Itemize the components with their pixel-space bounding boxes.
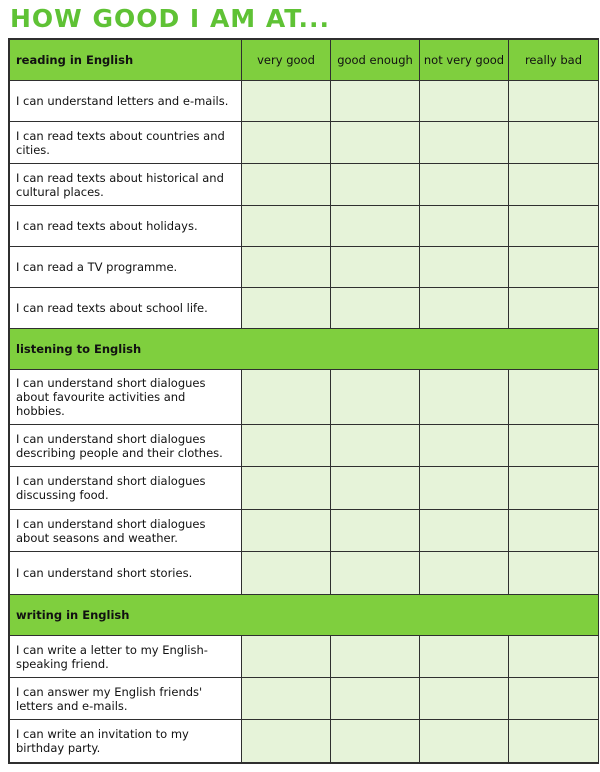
rating-cell[interactable] bbox=[242, 81, 331, 122]
rating-cell[interactable] bbox=[420, 720, 509, 763]
rating-cell[interactable] bbox=[242, 206, 331, 247]
rating-cell[interactable] bbox=[331, 636, 420, 678]
rating-cell[interactable] bbox=[509, 678, 599, 720]
statement-text: I can write an invitation to my birthday party. bbox=[10, 720, 242, 763]
statement-row bbox=[10, 552, 599, 595]
rating-cell[interactable] bbox=[242, 467, 331, 510]
statement-row bbox=[10, 720, 599, 763]
rating-cell[interactable] bbox=[420, 370, 509, 425]
rating-cell[interactable] bbox=[509, 370, 599, 425]
rating-cell[interactable] bbox=[509, 247, 599, 288]
statement-row bbox=[10, 288, 599, 329]
rating-cell[interactable] bbox=[420, 425, 509, 467]
self-assessment-table bbox=[8, 38, 599, 764]
statement-row bbox=[10, 510, 599, 552]
rating-cell[interactable] bbox=[331, 552, 420, 595]
section-heading: reading in English bbox=[10, 40, 242, 81]
rating-cell[interactable] bbox=[331, 247, 420, 288]
section-heading: listening to English bbox=[10, 329, 242, 370]
rating-cell[interactable] bbox=[331, 288, 420, 329]
rating-cell[interactable] bbox=[331, 122, 420, 164]
section-band-cell bbox=[331, 595, 420, 636]
column-header: not very good bbox=[420, 40, 509, 81]
statement-text: I can read texts about countries and cities. bbox=[10, 122, 242, 164]
rating-cell[interactable] bbox=[420, 510, 509, 552]
section-band-cell bbox=[331, 329, 420, 370]
rating-cell[interactable] bbox=[242, 370, 331, 425]
rating-cell[interactable] bbox=[420, 247, 509, 288]
rating-cell[interactable] bbox=[509, 467, 599, 510]
statement-text: I can read texts about historical and cultural places. bbox=[10, 164, 242, 206]
rating-cell[interactable] bbox=[509, 288, 599, 329]
rating-cell[interactable] bbox=[331, 467, 420, 510]
statement-text: I can understand short dialogues describing people and their clothes. bbox=[10, 425, 242, 467]
statement-row bbox=[10, 206, 599, 247]
statement-text: I can answer my English friends' letters and e-mails. bbox=[10, 678, 242, 720]
statement-text: I can understand short dialogues about seasons and weather. bbox=[10, 510, 242, 552]
section-band-cell bbox=[242, 329, 331, 370]
statement-text: I can understand short stories. bbox=[10, 552, 242, 595]
rating-cell[interactable] bbox=[242, 247, 331, 288]
header-row bbox=[10, 40, 599, 81]
rating-cell[interactable] bbox=[420, 678, 509, 720]
statement-row bbox=[10, 81, 599, 122]
statement-text: I can read texts about school life. bbox=[10, 288, 242, 329]
rating-cell[interactable] bbox=[420, 164, 509, 206]
rating-cell[interactable] bbox=[509, 720, 599, 763]
rating-cell[interactable] bbox=[242, 425, 331, 467]
rating-cell[interactable] bbox=[242, 720, 331, 763]
page-title: HOW GOOD I AM AT... bbox=[10, 4, 331, 33]
rating-cell[interactable] bbox=[242, 122, 331, 164]
statement-row bbox=[10, 636, 599, 678]
rating-cell[interactable] bbox=[420, 81, 509, 122]
rating-cell[interactable] bbox=[509, 164, 599, 206]
rating-cell[interactable] bbox=[331, 678, 420, 720]
rating-cell[interactable] bbox=[331, 720, 420, 763]
rating-cell[interactable] bbox=[509, 510, 599, 552]
rating-cell[interactable] bbox=[420, 122, 509, 164]
rating-cell[interactable] bbox=[509, 425, 599, 467]
statement-row bbox=[10, 425, 599, 467]
section-band-cell bbox=[420, 329, 509, 370]
rating-cell[interactable] bbox=[509, 122, 599, 164]
statement-row bbox=[10, 247, 599, 288]
column-header: good enough bbox=[331, 40, 420, 81]
rating-cell[interactable] bbox=[242, 164, 331, 206]
rating-cell[interactable] bbox=[509, 636, 599, 678]
rating-cell[interactable] bbox=[242, 552, 331, 595]
section-band-cell bbox=[509, 329, 599, 370]
statement-row bbox=[10, 467, 599, 510]
section-header-row bbox=[10, 595, 599, 636]
rating-cell[interactable] bbox=[331, 425, 420, 467]
rating-cell[interactable] bbox=[242, 678, 331, 720]
statement-text: I can read a TV programme. bbox=[10, 247, 242, 288]
section-band-cell bbox=[420, 595, 509, 636]
rating-cell[interactable] bbox=[420, 206, 509, 247]
statement-text: I can understand letters and e-mails. bbox=[10, 81, 242, 122]
column-header: really bad bbox=[509, 40, 599, 81]
rating-cell[interactable] bbox=[331, 206, 420, 247]
column-header: very good bbox=[242, 40, 331, 81]
rating-cell[interactable] bbox=[331, 370, 420, 425]
rating-cell[interactable] bbox=[420, 288, 509, 329]
section-heading: writing in English bbox=[10, 595, 242, 636]
rating-cell[interactable] bbox=[242, 510, 331, 552]
rating-cell[interactable] bbox=[509, 552, 599, 595]
rating-cell[interactable] bbox=[509, 206, 599, 247]
rating-cell[interactable] bbox=[331, 81, 420, 122]
section-band-cell bbox=[509, 595, 599, 636]
section-header-row bbox=[10, 329, 599, 370]
rating-cell[interactable] bbox=[242, 288, 331, 329]
rating-cell[interactable] bbox=[331, 510, 420, 552]
rating-cell[interactable] bbox=[420, 467, 509, 510]
rating-cell[interactable] bbox=[242, 636, 331, 678]
statement-text: I can write a letter to my English-speaking friend. bbox=[10, 636, 242, 678]
section-band-cell bbox=[242, 595, 331, 636]
statement-row bbox=[10, 122, 599, 164]
rating-cell[interactable] bbox=[420, 552, 509, 595]
statement-text: I can read texts about holidays. bbox=[10, 206, 242, 247]
statement-row bbox=[10, 164, 599, 206]
statement-text: I can understand short dialogues discussing food. bbox=[10, 467, 242, 510]
rating-cell[interactable] bbox=[509, 81, 599, 122]
statement-row bbox=[10, 370, 599, 425]
rating-cell[interactable] bbox=[420, 636, 509, 678]
statement-text: I can understand short dialogues about favourite activities and hobbies. bbox=[10, 370, 242, 425]
assessment-grid bbox=[9, 39, 599, 763]
statement-row bbox=[10, 678, 599, 720]
rating-cell[interactable] bbox=[331, 164, 420, 206]
